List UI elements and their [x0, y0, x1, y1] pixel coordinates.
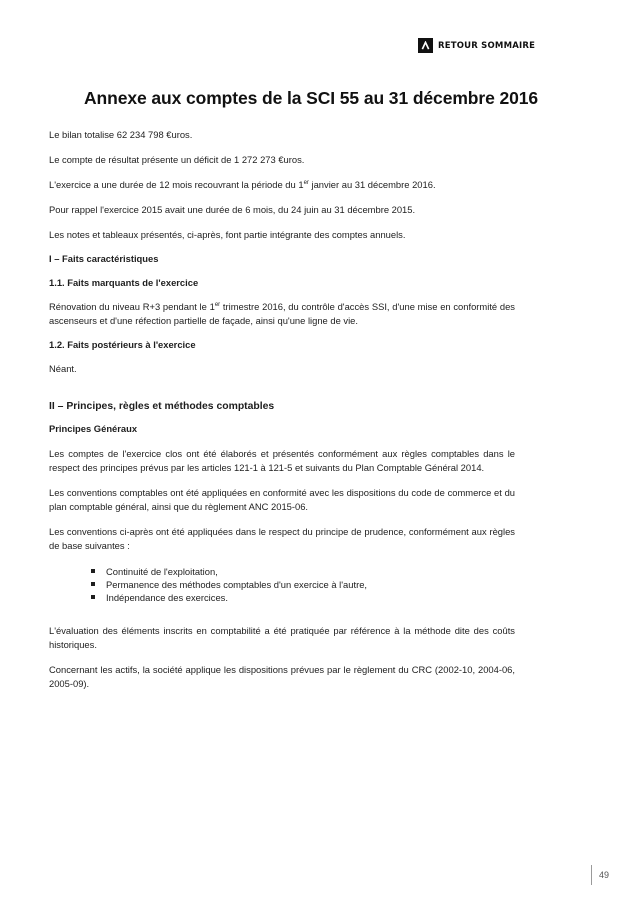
footer-divider	[591, 865, 592, 885]
principes-p5: Concernant les actifs, la société applique les dispositions prévues par le règlement du CRC (2002-10, 2004-06, 2005-09).	[49, 664, 515, 689]
principes-list	[49, 565, 515, 604]
principes-p1: Les comptes de l'exercice clos ont été élaborés et présentés conformément aux règles comptables dans le respect des principes prévus par les articles 121-1 à 121-5 et suivants du Plan Comptable Général 2014.	[49, 448, 515, 473]
page-title: Annexe aux comptes de la SCI 55 au 31 décembre 2016	[84, 88, 539, 108]
intro-bilan: Le bilan totalise 62 234 798 €uros.	[49, 129, 193, 140]
principes-p3: Les conventions ci-après ont été appliquées dans le respect du principe de prudence, conformément aux règles de base suivantes :	[49, 526, 515, 551]
retour-sommaire-label: RETOUR SOMMAIRE	[438, 40, 536, 51]
intro-resultat: Le compte de résultat présente un déficit de 1 272 273 €uros.	[49, 154, 305, 165]
list-item: Permanence des méthodes comptables d'un exercice à l'autre,	[90, 578, 515, 591]
retour-sommaire-link[interactable]	[418, 38, 535, 53]
arrow-up-icon	[418, 38, 433, 53]
section-1-2-heading: 1.2. Faits postérieurs à l'exercice	[49, 339, 196, 350]
list-item: Indépendance des exercices.	[90, 591, 515, 604]
principes-p2: Les conventions comptables ont été appliquées en conformité avec les dispositions du code de commerce et du plan comptable général, ainsi que du règlement ANC 2015-06.	[49, 487, 515, 512]
page-number: 49	[599, 870, 610, 880]
section-1-heading: I – Faits caractéristiques	[49, 253, 159, 264]
section-2-heading: II – Principes, règles et méthodes comptables	[49, 401, 275, 412]
intro-rappel: Pour rappel l'exercice 2015 avait une durée de 6 mois, du 24 juin au 31 décembre 2015.	[49, 204, 416, 215]
section-2-subheading: Principes Généraux	[49, 423, 138, 434]
principes-p4: L'évaluation des éléments inscrits en comptabilité a été pratiquée par référence à la méthode dite des coûts historiques.	[49, 625, 515, 650]
section-1-1-heading: 1.1. Faits marquants de l'exercice	[49, 277, 199, 288]
document-body	[49, 128, 515, 691]
section-1-2-text: Néant.	[49, 363, 77, 374]
intro-notes: Les notes et tableaux présentés, ci-après, font partie intégrante des comptes annuels.	[49, 229, 406, 240]
list-item: Continuité de l'exploitation,	[90, 565, 515, 578]
section-1-1-text: Rénovation du niveau R+3 pendant le 1er trimestre 2016, du contrôle d'accès SSI, d'une mise en conformité des ascenseurs et d'une réfection partielle de façade, ainsi qu'une ligne de vie.	[49, 301, 515, 326]
intro-exercice: L'exercice a une durée de 12 mois recouvrant la période du 1er janvier au 31 décembre 2016.	[49, 179, 436, 190]
